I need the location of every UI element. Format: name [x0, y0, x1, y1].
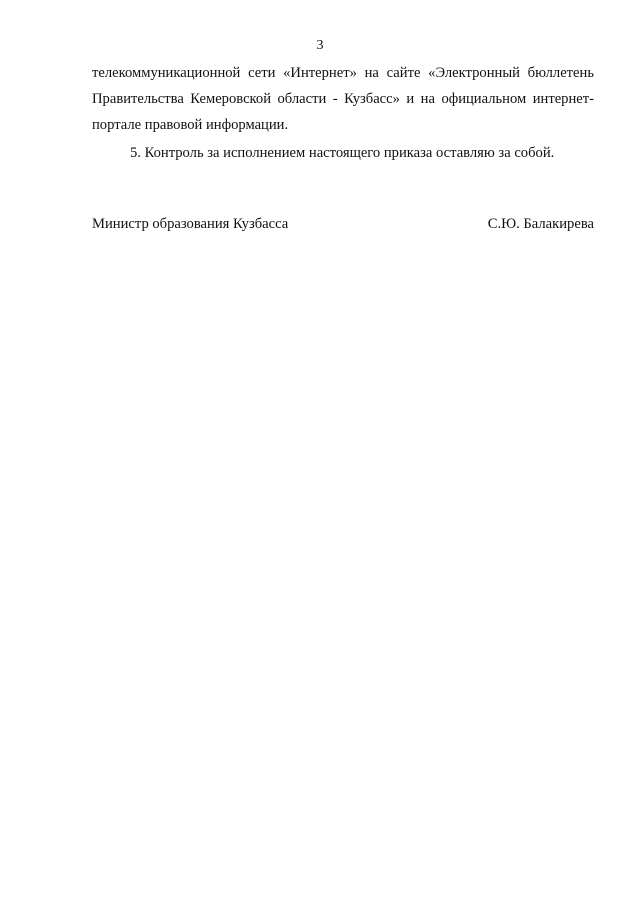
document-body — [92, 60, 594, 166]
signatory-name: С.Ю. Балакирева — [487, 216, 594, 232]
page-number: 3 — [316, 38, 324, 53]
signatory-position: Министр образования Кузбасса — [92, 216, 289, 232]
paragraph-continuation: телекоммуникационной сети «Интернет» на сайте «Электронный бюллетень Правительства Кемеровской области - Кузбасс» и на официальном интернет-портале правовой информации. — [92, 65, 594, 133]
signature-block — [92, 214, 594, 234]
paragraph-item-5: 5. Контроль за исполнением настоящего приказа оставляю за собой. — [130, 145, 555, 161]
